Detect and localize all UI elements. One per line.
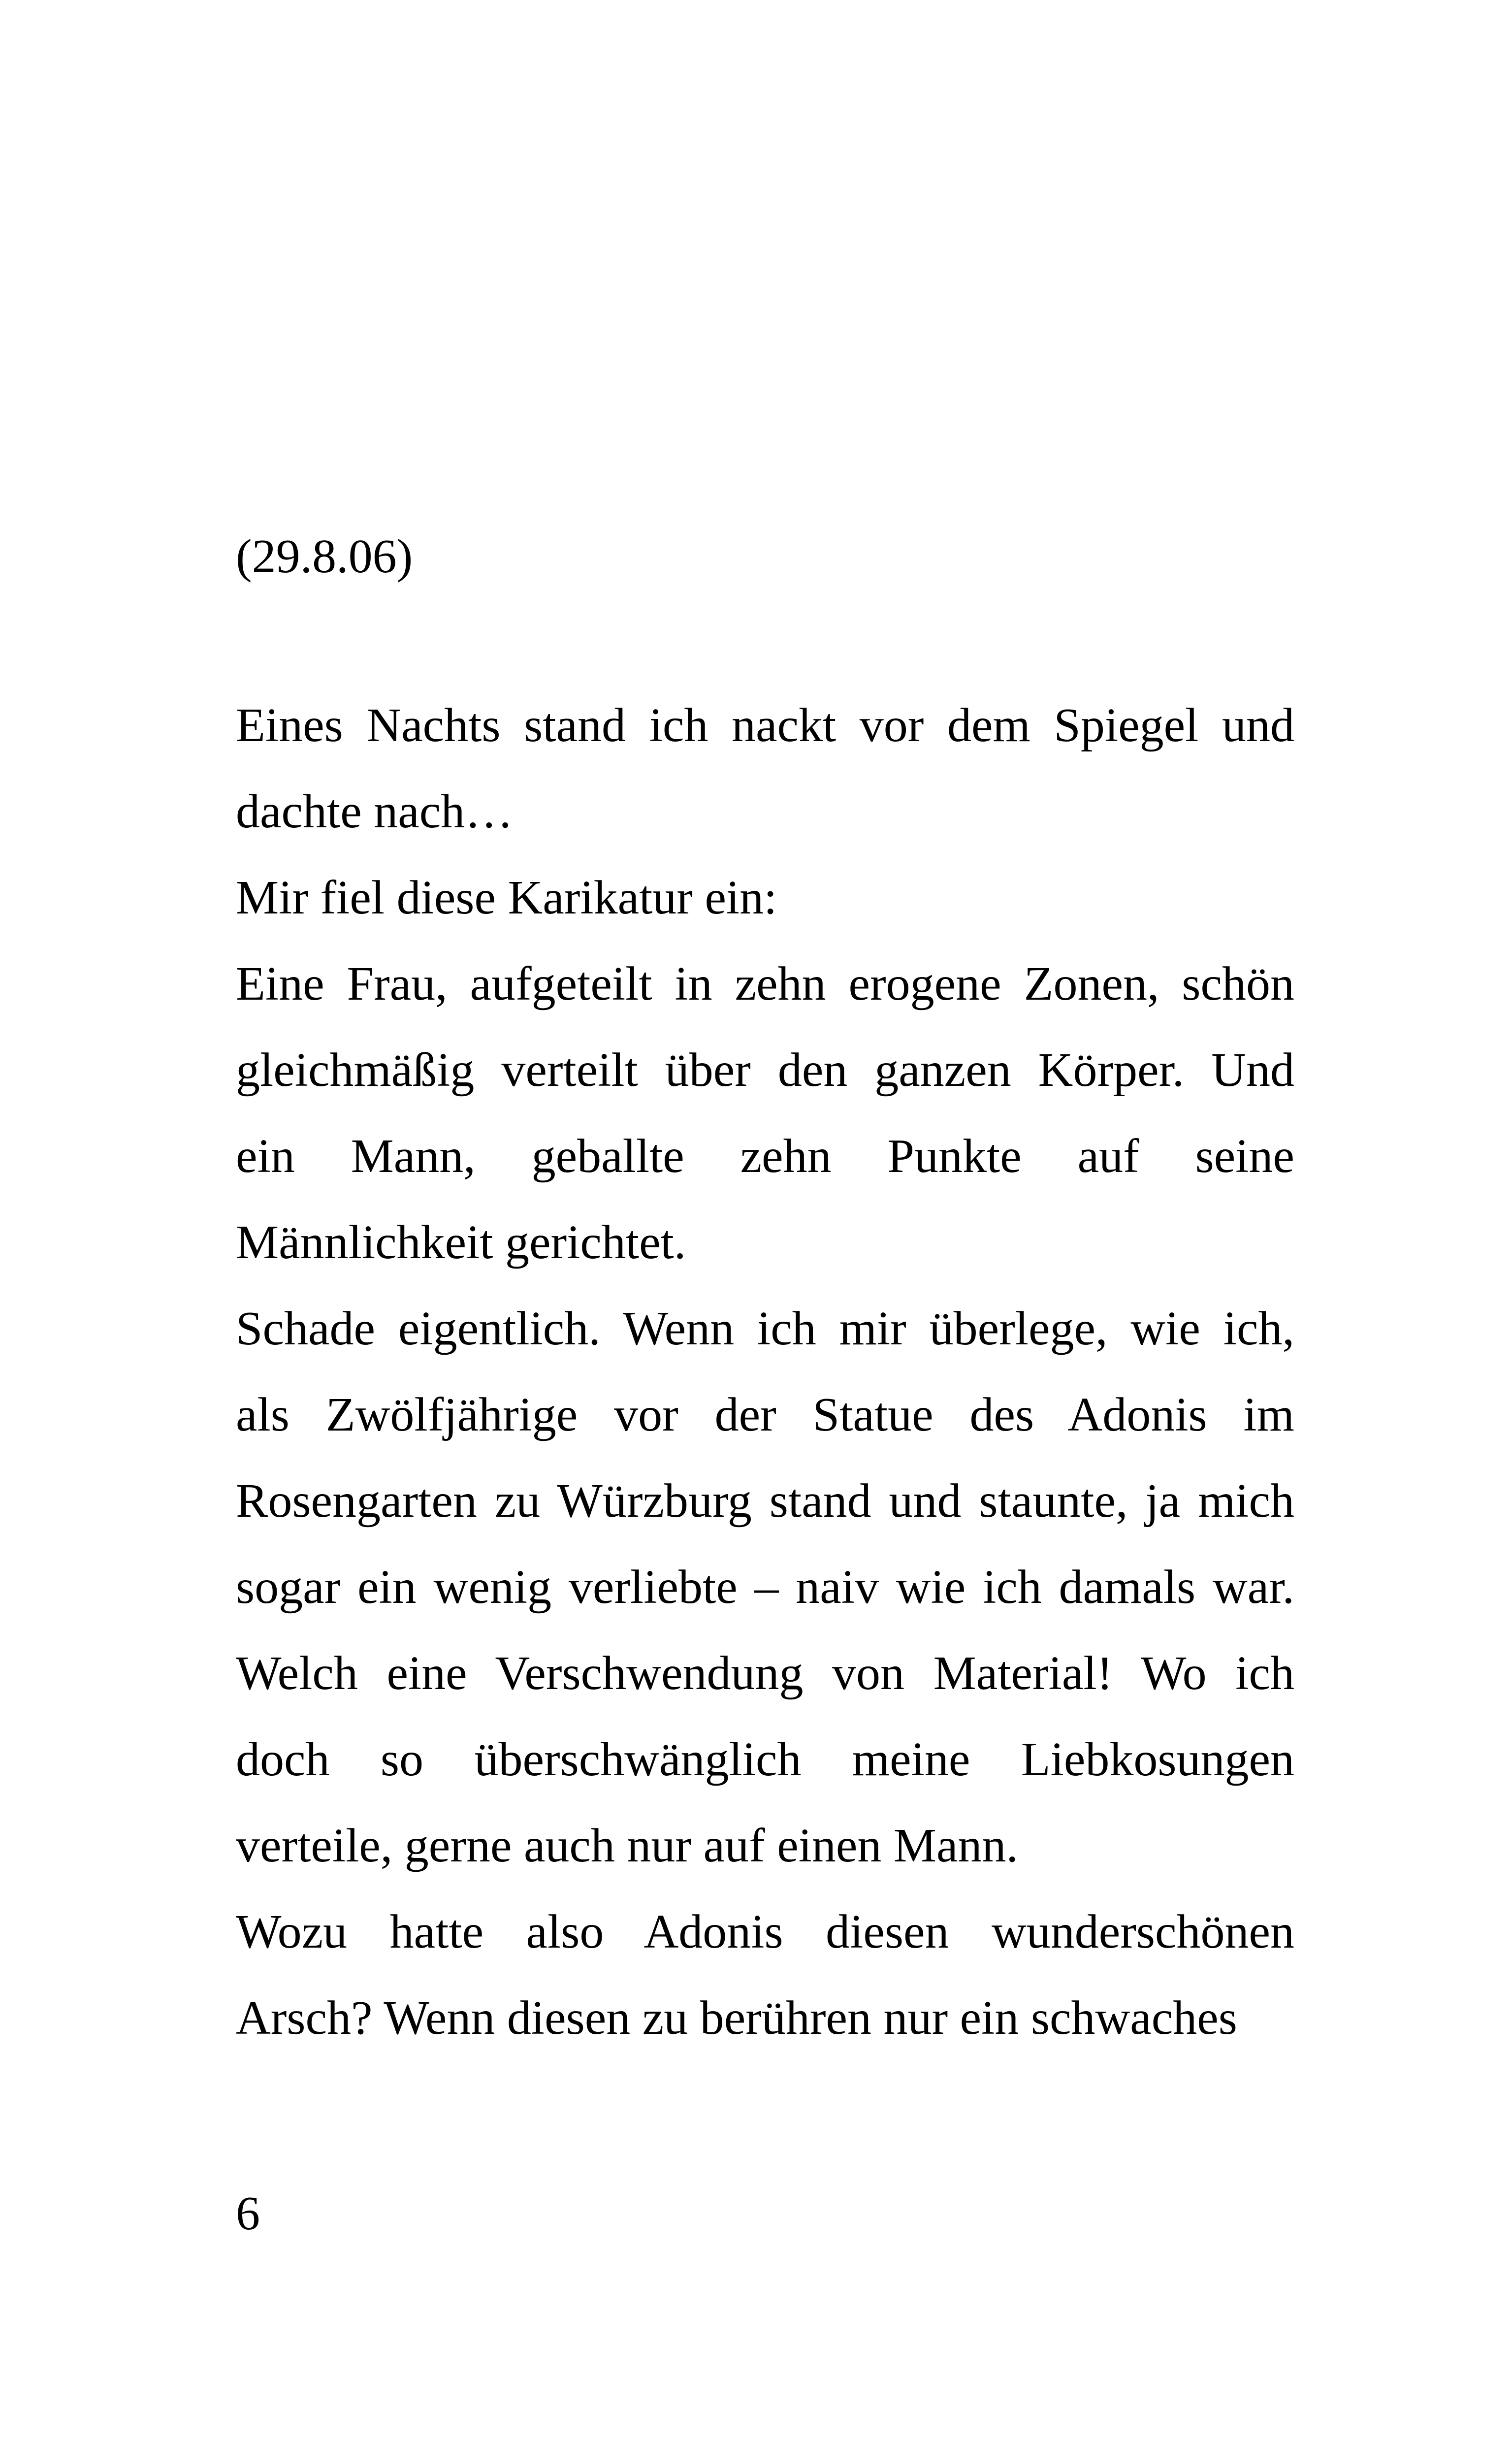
text-line: Männlichkeit gerichtet.: [236, 1216, 686, 1269]
text-line: Rosengarten zu Würzburg stand und staunte, ja mich: [236, 1474, 1294, 1528]
text-line: Eines Nachts stand ich nackt vor dem Spiegel und: [236, 699, 1294, 752]
text-line: Arsch? Wenn diesen zu berühren nur ein schwaches: [236, 1991, 1237, 2045]
text-line: Welch eine Verschwendung von Material! Wo ich: [236, 1647, 1294, 1700]
entry-date: (29.8.06): [236, 530, 413, 583]
text-line: Wozu hatte also Adonis diesen wunderschönen: [236, 1905, 1294, 1958]
text-line: dachte nach…: [236, 785, 514, 838]
text-line: Schade eigentlich. Wenn ich mir überlege, wie ich,: [236, 1302, 1294, 1355]
body-text: [236, 691, 1294, 2070]
text-line: Mir fiel diese Karikatur ein:: [236, 871, 777, 924]
text-line: doch so überschwänglich meine Liebkosungen: [236, 1733, 1294, 1786]
page-number: 6: [236, 2187, 260, 2240]
text-line: sogar ein wenig verliebte – naiv wie ich damals war.: [236, 1561, 1294, 1614]
text-line: Eine Frau, aufgeteilt in zehn erogene Zonen, schön: [236, 957, 1294, 1010]
text-line: verteile, gerne auch nur auf einen Mann.: [236, 1819, 1019, 1872]
text-line: gleichmäßig verteilt über den ganzen Körper. Und: [236, 1043, 1294, 1097]
text-line: ein Mann, geballte zehn Punkte auf seine: [236, 1130, 1294, 1183]
text-line: als Zwölfjährige vor der Statue des Adonis im: [236, 1388, 1294, 1441]
